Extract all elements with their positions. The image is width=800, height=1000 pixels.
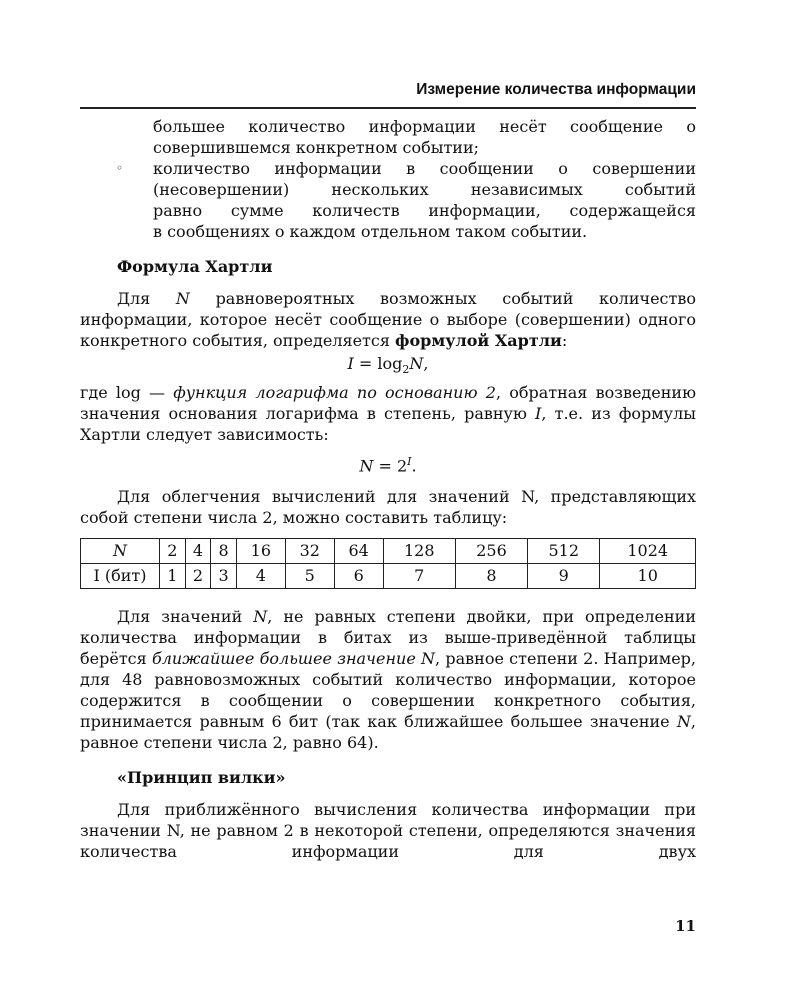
powers-table: [80, 538, 696, 589]
table-cell: 4: [236, 563, 285, 588]
table-cell: 8: [211, 538, 237, 563]
hartley-formula: $I = \log_2N$,: [347, 354, 429, 377]
bullet-item-1: [80, 116, 696, 158]
non-power-paragraph: Для значений N, не равных степени двойки, при определении количества информации в битах из выше-приведённой таблицы берётся ближайшее большее значение N, равное степени 2. Например, для 48 равновозможных событий количество информации, которое содержится в сообщении о совершении конкретного события, принимается равным 6 бит (так как ближайшее большее значение N, равное степени числа 2, равно 64).: [80, 606, 696, 752]
table-row: [81, 563, 696, 588]
header-rule: [80, 107, 696, 109]
table-cell: 3: [211, 563, 237, 588]
exponent-formula: $N = 2^I$.: [359, 455, 417, 476]
table-row: [81, 538, 696, 563]
hartley-heading: Формула Хартли: [117, 257, 273, 276]
table-cell: 5: [285, 563, 334, 588]
table-cell: 4: [185, 538, 211, 563]
table-cell: 9: [528, 563, 600, 588]
table-header-n: N: [81, 538, 160, 563]
bullet-2-line-2: (несовершении) нескольких независимых событий: [153, 180, 696, 199]
table-cell: 128: [383, 538, 455, 563]
hartley-paragraph-2: где log — функция логарифма по основанию 2, обратная возведению значения основания логарифма в степень, равную I, т.е. из формулы Хартли следует зависимость:: [80, 383, 697, 445]
table-cell: 6: [334, 563, 383, 588]
fork-heading: «Принцип вилки»: [117, 767, 286, 787]
bullet-item-2: [80, 158, 696, 242]
table-cell: 16: [236, 538, 285, 563]
bullet-1-line-1: большее количество информации несёт сообщение о: [153, 117, 696, 136]
bullet-2-line-1: количество информации в сообщении о совершении: [153, 159, 696, 178]
bullet-2-line-3: равно сумме количеств информации, содержащейся: [153, 201, 696, 220]
table-cell: 64: [334, 538, 383, 563]
table-cell: 2: [185, 563, 211, 588]
table-cell: 1024: [600, 538, 696, 563]
running-header-title: Измерение количества информации: [416, 81, 696, 98]
bullet-circle-icon: ◦: [116, 161, 124, 175]
table-cell: 10: [600, 563, 696, 588]
fork-paragraph: Для приближённого вычисления количества информации при значении N, не равном 2 в некоторой степени, определяются значения количества информации для двух: [80, 799, 696, 861]
hartley-paragraph-1: Для N равновероятных возможных событий количество информации, которое несёт сообщение о выборе (совершении) одного конкретного события, определяется формулой Хартли:: [80, 289, 696, 350]
page-content: [80, 116, 696, 862]
bullet-2-line-4: в сообщениях о каждом отдельном таком событии.: [153, 222, 588, 241]
table-intro-paragraph: Для облегчения вычислений для значений N, представляющих собой степени числа 2, можно составить таблицу:: [80, 486, 696, 527]
page-number: 11: [675, 917, 696, 935]
table-header-i: I (бит): [81, 563, 160, 588]
table-cell: 2: [160, 538, 186, 563]
table-cell: 7: [383, 563, 455, 588]
bullet-1-line-2: совершившемся конкретном событии;: [153, 138, 480, 157]
table-cell: 32: [285, 538, 334, 563]
table-cell: 256: [455, 538, 527, 563]
table-cell: 8: [455, 563, 527, 588]
table-cell: 512: [528, 538, 600, 563]
table-cell: 1: [160, 563, 186, 588]
